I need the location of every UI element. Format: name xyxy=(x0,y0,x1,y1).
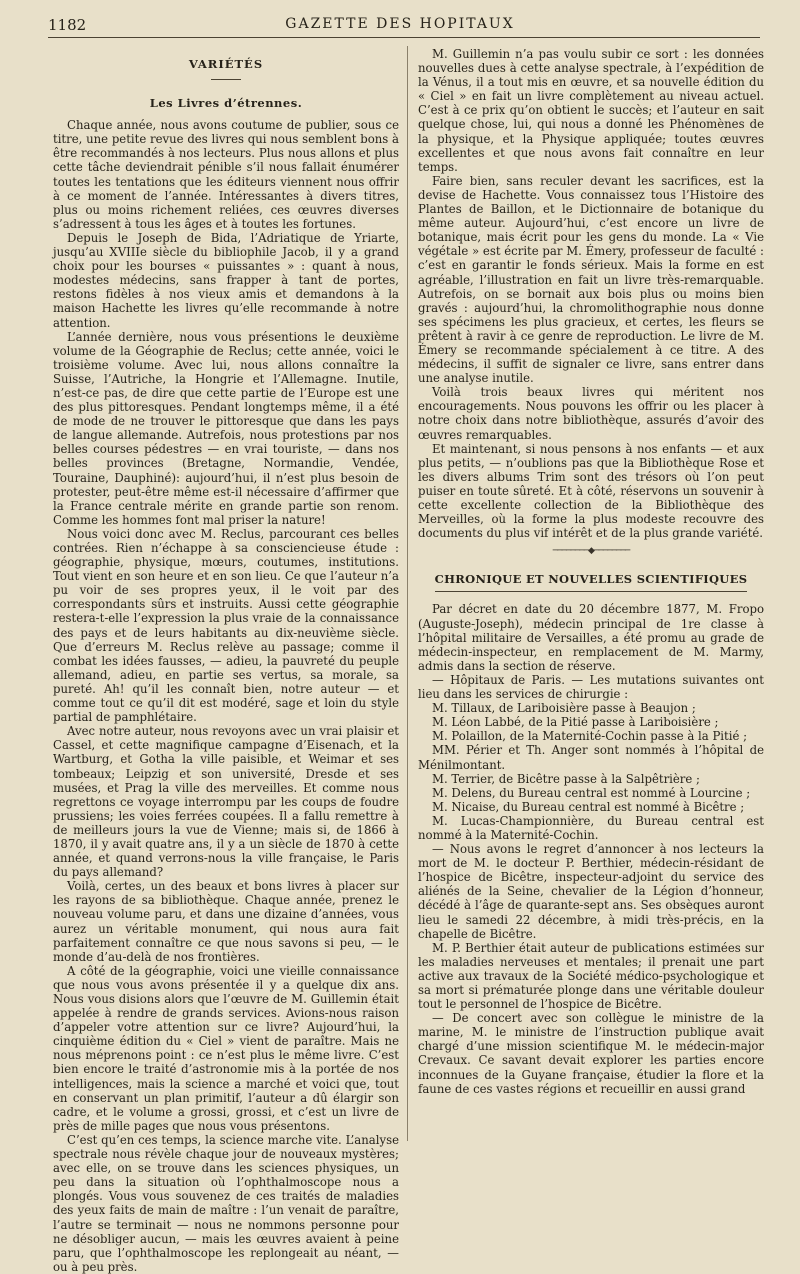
article-paragraph: C’est qu’en ces temps, la science marche vite. L’analyse spectrale nous révèle chaque jour de nouveaux mystères; avec elle, on se trouve dans les sciences physiques, un peu dans la situation où l’ophthalmoscope nous a plongés. Vous vous souvenez de ces traités de maladies des yeux faits de main de maître : l’un venait de paraître, l’autre se terminait — nous ne nommons personne pour ne désobliger aucun, — mais les œuvres avaient à peine paru, que l’ophthalmoscope les replongeait au néant, — ou à peu près. xyxy=(53,1132,399,1274)
running-title: GAZETTE DES HOPITAUX xyxy=(285,16,515,32)
article-paragraph: Chaque année, nous avons coutume de publier, sous ce titre, une petite revue des livres qui nous semblent bons à être recommandés à nos lecteurs. Plus nous allons et plus cette tâche deviendrait pénible s’il nous fallait énumérer toutes les tentations que les éditeurs viennent nous offrir à ce moment de l’année. Intéressantes à divers titres, plus ou moins richement reliées, ces œuvres diverses s’adressent à tous les âges et à toutes les fortunes. xyxy=(53,118,399,231)
title-rule xyxy=(211,79,241,80)
news-paragraph: — De concert avec son collègue le ministre de la marine, M. le ministre de l’instruction publique avait chargé d’une mission scientifique M. le médecin-major Crevaux. Ce savant devait explorer les parties encore inconnues de la Guyane française, étudier la flore et la faune de ces vastes régions et recueillir en aussi grand xyxy=(418,1011,764,1096)
article-paragraph: A côté de la géographie, voici une vieille connaissance que nous vous avons présentée il y a quelque dix ans. Nous vous disions alors que l’œuvre de M. Guillemin était appelée à rendre de grands services. Avions-nous raison d’appeler votre attention sur ce livre? Aujourd’hui, la cinquième édition du « Ciel » vient de paraître. Mais ne nous méprenons point : ce n’est plus le même livre. C’est bien encore le traité d’astronomie mis à la portée de nos intelligences, mais la science a marché et voici que, tout en conservant un plan primitif, l’auteur a dû élargir son cadre, et le volume a grossi, grossi, et c’est un livre de près de mille pages que nous vous présentons. xyxy=(53,963,399,1133)
article-paragraph: L’année dernière, nous vous présentions le deuxième volume de la Géographie de Reclus; cette année, voici le troisième volume. Avec lui, nous allons connaître la Suisse, l’Autriche, la Hongrie et l’Allemagne. Inutile, n’est-ce pas, de dire que cette partie de l’Europe est une des plus pittoresques. Pendant longtemps même, il a été de mode de ne trouver le pittoresque que dans les pays de langue allemande. Autrefois, nous protestions par nos belles courses pédestres — en vrai touriste, — dans nos belles provinces (Bretagne, Normandie, Vendée, Touraine, Dauphiné): aujourd’hui, il n’est plus besoin de protester, peut-être même est-il nécessaire d’affirmer que la France centrale mérite en grande partie son renom. Comme les hommes font mal priser la nature! xyxy=(53,329,399,527)
article-paragraph: Avec notre auteur, nous revoyons avec un vrai plaisir et Cassel, et cette magnifique campagne d’Eisenach, et la Wartburg, et Gotha la ville paisible, et Weimar et ses tombeaux; Leipzig et son université, Dresde et ses musées, et Prag la ville des merveilles. Et comme nous regrettons ce voyage interrompu par les coups de foudre prussiens; les voies ferrées coupées. Il a fallu remettre à de meilleurs jours la vue de Vienne; mais si, de 1866 à 1870, il y avait quatre ans, il y a un siècle de 1870 à cette année, et quand verrons-nous la ville française, le Paris du pays allemand? xyxy=(53,724,399,880)
header-rule xyxy=(48,37,760,38)
article-paragraph: Faire bien, sans reculer devant les sacrifices, est la devise de Hachette. Vous connaissez tous l’Histoire des Plantes de Baillon, et le Dictionnaire de botanique du même auteur. Aujourd’hui, c’est encore un livre de botanique, mais écrit pour les gens du monde. La « Vie végétale » est écrite par M. Émery, professeur de faculté : c’est en garantir le fonds sérieux. Mais la forme en est agréable, l’illustration en fait un livre très-remarquable. Autrefois, on se bornait aux bois plus ou moins bien gravés : aujourd’hui, la chromolithographie nous donne ses spécimens les plus gracieux, et certes, les fleurs se prêtent à ravir à ce genre de reproduction. Le livre de M. Émery se recommande spécialement à ce titre. A des médecins, il suffit de signaler ce livre, sans entrer dans une analyse inutile. xyxy=(418,173,764,386)
news-paragraph: Par décret en date du 20 décembre 1877, M. Fropo (Auguste-Joseph), médecin principal de 1re classe à l’hôpital militaire de Versailles, a été promu au grade de médecin-inspecteur, en remplacement de M. Marmy, admis dans la section de réserve. xyxy=(418,602,764,673)
title-rule xyxy=(435,591,747,592)
page-number: 1182 xyxy=(48,16,87,34)
column-divider xyxy=(407,46,408,1141)
mutation-item: M. Delens, du Bureau central est nommé à Lourcine ; xyxy=(432,785,751,800)
right-column xyxy=(418,47,764,1096)
article-paragraph: Nous voici donc avec M. Reclus, parcourant ces belles contrées. Rien n’échappe à sa consciencieuse étude : géographie, physique, mœurs, coutumes, institutions. Tout vient en son heure et en son lieu. Ce que l’auteur n’a pu voir de ses propres yeux, il le voit par des correspondants sûrs et instruits. Aussi cette géographie restera-t-elle l’expression la plus vraie de la connaissance des pays et de leurs habitants au dix-neuvième siècle. Que d’erreurs M. Reclus relève au passage; comme il combat les idées fausses, — adieu, la pauvreté du peuple allemand, adieu, en partie ses vertus, sa morale, sa pureté. Ah! qu’il les connaît bien, notre auteur — et comme tout ce qu’il dit est modéré, sage et loin du style partial de pamphlétaire. xyxy=(53,526,399,725)
mutation-item: M. Polaillon, de la Maternité-Cochin passe à la Pitié ; xyxy=(432,729,748,744)
news-paragraph: — Hôpitaux de Paris. — Les mutations suivantes ont lieu dans les services de chirurgie : xyxy=(418,672,764,702)
news-paragraph: M. P. Berthier était auteur de publications estimées sur les maladies nerveuses et mentales; il prenait une part active aux travaux de la Société médico-psychologique et sa mort si prématurée plonge dans une véritable douleur tout le personnel de l’hospice de Bicêtre. xyxy=(418,940,764,1012)
mutation-item: M. Léon Labbé, de la Pitié passe à Lariboisière ; xyxy=(432,715,719,730)
article-title: Les Livres d’étrennes. xyxy=(149,96,303,111)
left-column xyxy=(53,47,399,1274)
article-paragraph: Et maintenant, si nous pensons à nos enfants — et aux plus petits, — n’oublions pas que la Bibliothèque Rose et les divers albums Trim sont des trésors où l’on peut puiser en toute sûreté. Et à côté, réservons un souvenir à cette excellente collection de la Bibliothèque des Merveilles, où la forme la plus modeste recouvre des documents du plus vif intérêt et de la plus grande variété. xyxy=(418,441,764,541)
mutation-item: M. Terrier, de Bicêtre passe à la Salpêtrière ; xyxy=(432,771,700,786)
news-paragraph: — Nous avons le regret d’annoncer à nos lecteurs la mort de M. le docteur P. Berthier, médecin-résidant de l’hospice de Bicêtre, inspecteur-adjoint du service des aliénés de la Seine, chevalier de la Légion d’honneur, décédé à l’âge de quarante-sept ans. Ses obsèques auront lieu le samedi 22 décembre, à midi très-précis, en la chapelle de Bicêtre. xyxy=(418,842,764,941)
article-paragraph: Voilà trois beaux livres qui méritent nos encouragements. Nous pouvons les offrir ou les placer à notre choix dans notre bibliothèque, assurés d’avoir des œuvres remarquables. xyxy=(418,385,764,442)
article-paragraph: M. Guillemin n’a pas voulu subir ce sort : les données nouvelles dues à cette analyse spectrale, à l’expédition de la Vénus, il a tout mis en œuvre, et sa nouvelle édition du « Ciel » en fait un livre complètement au niveau actuel. C’est à ce prix qu’on obtient le succès; et l’auteur en sait quelque chose, lui, qui nous a donné les Phénomènes de la physique, et la Physique appliquée; toutes œuvres excellentes et que nous avons fait connaître en leur temps. xyxy=(418,47,764,174)
page-header xyxy=(0,0,800,38)
mutation-item: MM. Périer et Th. Anger sont nommés à l’hôpital de Ménilmontant. xyxy=(418,743,764,772)
section-title-varietes: VARIÉTÉS xyxy=(188,57,264,71)
article-paragraph: Voilà, certes, un des beaux et bons livres à placer sur les rayons de sa bibliothèque. Chaque année, prenez le nouveau volume paru, et dans une dizaine d’années, vous aurez un véritable monument, qui nous aura fait parfaitement connaître ce que nous savons si peu, — le monde d’au-delà de nos frontières. xyxy=(53,879,399,964)
section-divider-ornament: ────────◆──────── xyxy=(552,546,630,557)
mutation-item: M. Lucas-Championnière, du Bureau central est nommé à la Maternité-Cochin. xyxy=(418,813,764,842)
section-title-chronique: CHRONIQUE ET NOUVELLES SCIENTIFIQUES xyxy=(434,572,748,587)
article-paragraph: Depuis le Joseph de Bida, l’Adriatique de Yriarte, jusqu’au XVIIIe siècle du bibliophile Jacob, il y a grand choix pour les bourses « puissantes » : quant à nous, modestes médecins, sans frapper à tant de portes, restons fidèles à nos vieux amis et demandons à la maison Hachette les livres qu’elle recommande à notre attention. xyxy=(53,230,399,330)
mutation-item: M. Nicaise, du Bureau central est nommé à Bicêtre ; xyxy=(432,799,745,814)
mutation-item: M. Tillaux, de Lariboisière passe à Beaujon ; xyxy=(432,701,696,716)
